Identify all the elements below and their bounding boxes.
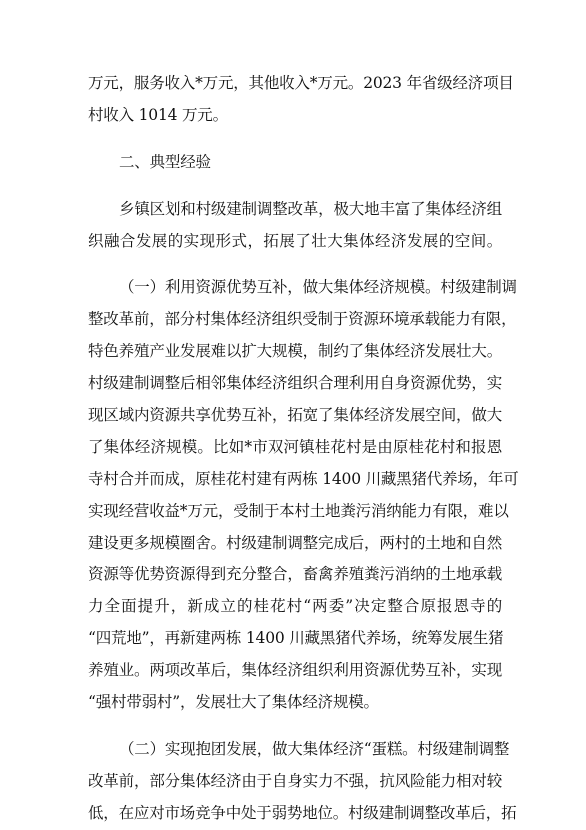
text-line: “四荒地”，再新建两栋 1400 川藏黑猪代养场，统筹发展生猪 — [88, 629, 504, 648]
text-line: 村级建制调整后相邻集体经济组织合理利用自身资源优势，实 — [88, 374, 502, 393]
subsection-heading: （二）实现抱团发展，做大集体经济“蛋糕。村级建制调整 — [119, 739, 510, 758]
text-line: 养殖业。两项改革后，集体经济组织利用资源优势互补，实现 — [88, 661, 502, 680]
text-line: 力全面提升，新成立的桂花村“两委”决定整合原报恩寺的 — [88, 597, 502, 616]
text-line: 村收入 1014 万元。 — [88, 105, 228, 124]
text-line: 建设更多规模圈舍。村级建制调整完成后，两村的土地和自然 — [88, 533, 502, 552]
text-line: 万元，服务收入*万元，其他收入*万元。2023 年省级经济项目 — [88, 74, 514, 92]
text-line: “强村带弱村”，发展壮大了集体经济规模。 — [88, 693, 379, 712]
text-line: 现区域内资源共享优势互补，拓宽了集体经济发展空间，做大 — [88, 406, 502, 425]
text-line: 织融合发展的实现形式，拓展了壮大集体经济发展的空间。 — [88, 231, 502, 250]
subsection-heading: （一）利用资源优势互补，做大集体经济规模。村级建制调 — [119, 278, 517, 297]
text-line: 特色养殖产业发展难以扩大规模，制约了集体经济发展壮大。 — [88, 342, 502, 361]
section-heading: 二、典型经验 — [119, 152, 211, 171]
text-line: 改革前，部分集体经济由于自身实力不强，抗风险能力相对较 — [88, 771, 502, 790]
text-line: 了集体经济规模。比如*市双河镇桂花村是由原桂花村和报恩 — [88, 437, 502, 456]
text-line: 资源等优势资源得到充分整合，畜禽养殖粪污消纳的土地承载 — [88, 565, 502, 584]
text-line: 整改革前，部分村集体经济组织受制于资源环境承载能力有限， — [88, 310, 517, 329]
text-line: 乡镇区划和村级建制调整改革，极大地丰富了集体经济组 — [119, 199, 502, 218]
text-line: 寺村合并而成，原桂花村建有两栋 1400 川藏黑猪代养场，年可 — [88, 469, 519, 488]
document-page — [88, 68, 519, 830]
text-line: 实现经营收益*万元，受制于本村土地粪污消纳能力有限，难以 — [88, 501, 509, 520]
text-line: 低，在应对市场竞争中处于弱势地位。村级建制调整改革后，拓 — [88, 803, 517, 822]
